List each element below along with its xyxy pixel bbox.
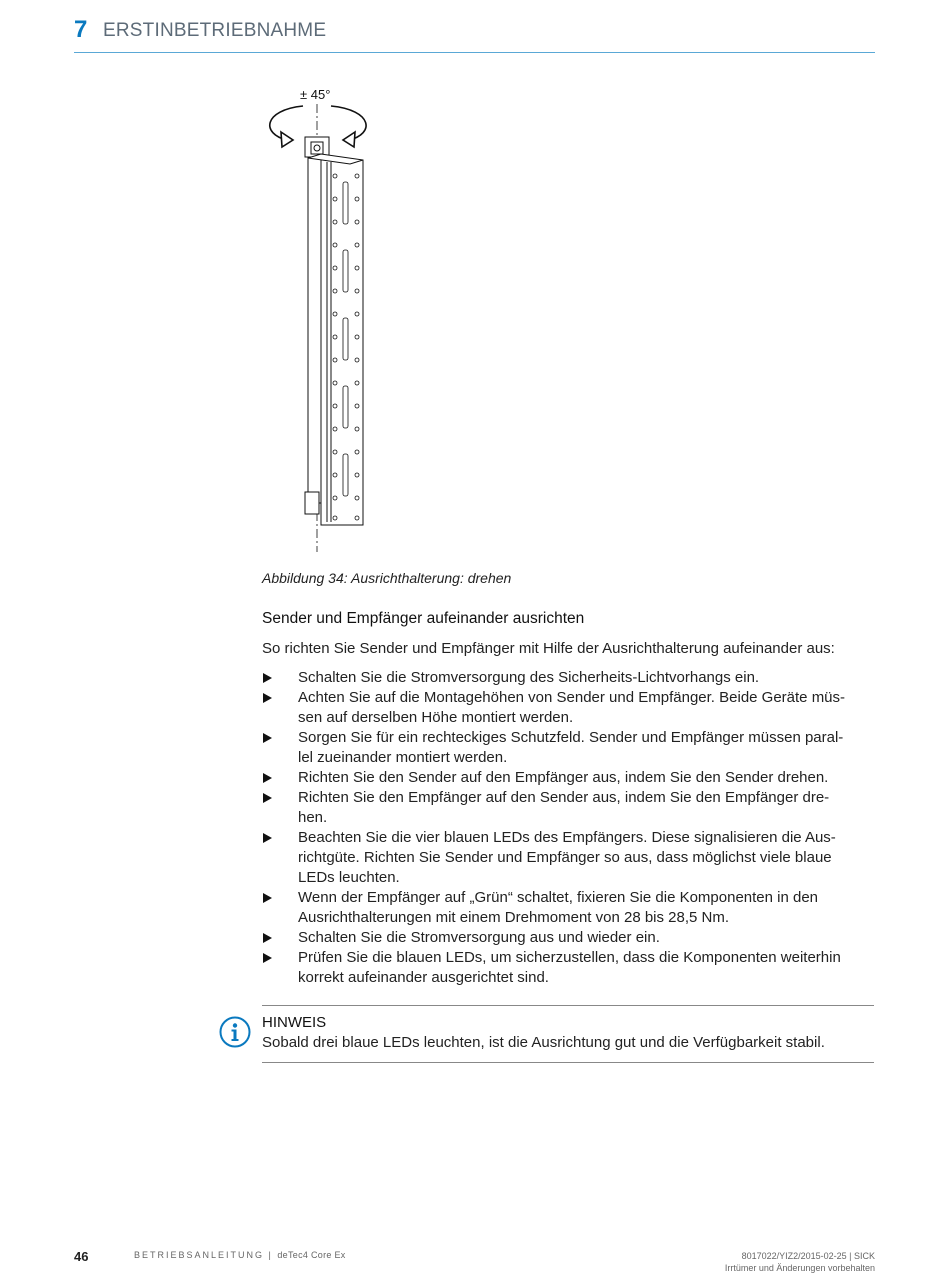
step-item bbox=[262, 928, 874, 948]
chapter-title: ERSTINBETRIEBNAHME bbox=[103, 20, 327, 41]
step-item bbox=[262, 728, 874, 768]
footer-right bbox=[725, 1250, 875, 1274]
bullet-arrow-icon bbox=[263, 933, 272, 943]
alignment-bracket-figure bbox=[255, 82, 385, 557]
doc-id: 8017022/YIZ2/2015-02-25 | SICK bbox=[741, 1251, 875, 1261]
bullet-arrow-icon bbox=[263, 793, 272, 803]
angle-label: ± 45° bbox=[300, 87, 331, 102]
step-text: Sorgen Sie für ein rechteckiges Schutzfeld. Sender und Empfänger müssen paral- lel zueinander montiert werden. bbox=[298, 729, 844, 766]
step-item bbox=[262, 768, 874, 788]
step-list bbox=[262, 668, 874, 988]
step-item bbox=[262, 828, 874, 888]
footer-separator: | bbox=[264, 1250, 278, 1260]
step-text: Prüfen Sie die blauen LEDs, um sicherzustellen, dass die Komponenten weiterhin korrekt aufeinander ausgerichtet sind. bbox=[298, 949, 841, 986]
note-box bbox=[262, 1005, 874, 1063]
bullet-arrow-icon bbox=[263, 893, 272, 903]
footer-doc-label bbox=[134, 1250, 346, 1260]
bullet-arrow-icon bbox=[263, 773, 272, 783]
note-text: Sobald drei blaue LEDs leuchten, ist die Ausrichtung gut und die Verfügbarkeit stabil. bbox=[262, 1034, 825, 1051]
step-item bbox=[262, 788, 874, 828]
step-text: Schalten Sie die Stromversorgung des Sicherheits-Lichtvorhangs ein. bbox=[298, 669, 760, 686]
disclaimer: Irrtümer und Änderungen vorbehalten bbox=[724, 1263, 875, 1273]
step-item bbox=[262, 948, 874, 988]
figure-caption: Abbildung 34: Ausrichthalterung: drehen bbox=[262, 570, 512, 586]
doc-type: BETRIEBSANLEITUNG bbox=[134, 1250, 265, 1260]
product-name: deTec4 Core Ex bbox=[277, 1250, 346, 1260]
bullet-arrow-icon bbox=[263, 673, 272, 683]
bullet-arrow-icon bbox=[263, 693, 272, 703]
step-item bbox=[262, 668, 874, 688]
note-title: HINWEIS bbox=[262, 1014, 327, 1031]
step-text: Achten Sie auf die Montagehöhen von Sender und Empfänger. Beide Geräte müs- sen auf derselben Höhe montiert werden. bbox=[298, 689, 846, 726]
step-text: Richten Sie den Sender auf den Empfänger aus, indem Sie den Sender drehen. bbox=[298, 769, 829, 786]
bullet-arrow-icon bbox=[263, 953, 272, 963]
step-text: Schalten Sie die Stromversorgung aus und wieder ein. bbox=[298, 929, 660, 946]
section-intro: So richten Sie Sender und Empfänger mit Hilfe der Ausrichthalterung aufeinander aus: bbox=[262, 640, 835, 657]
chapter-number: 7 bbox=[74, 16, 88, 43]
info-icon bbox=[219, 1016, 251, 1048]
step-text: Richten Sie den Empfänger auf den Sender aus, indem Sie den Empfänger dre- hen. bbox=[298, 789, 830, 826]
bullet-arrow-icon bbox=[263, 833, 272, 843]
step-item bbox=[262, 688, 874, 728]
bullet-arrow-icon bbox=[263, 733, 272, 743]
page-number: 46 bbox=[74, 1249, 89, 1264]
page-header bbox=[74, 14, 875, 53]
step-text: Wenn der Empfänger auf „Grün“ schaltet, fixieren Sie die Komponenten in den Ausrichthalterungen mit einem Drehmoment von 28 bis 28,5 Nm. bbox=[298, 889, 819, 926]
section-title: Sender und Empfänger aufeinander ausrichten bbox=[262, 610, 585, 627]
step-item bbox=[262, 888, 874, 928]
step-text: Beachten Sie die vier blauen LEDs des Empfängers. Diese signalisieren die Aus- richtgüte. Richten Sie Sender und Empfänger so aus, dass möglichst viele blaue LEDs leuchten. bbox=[298, 829, 836, 886]
